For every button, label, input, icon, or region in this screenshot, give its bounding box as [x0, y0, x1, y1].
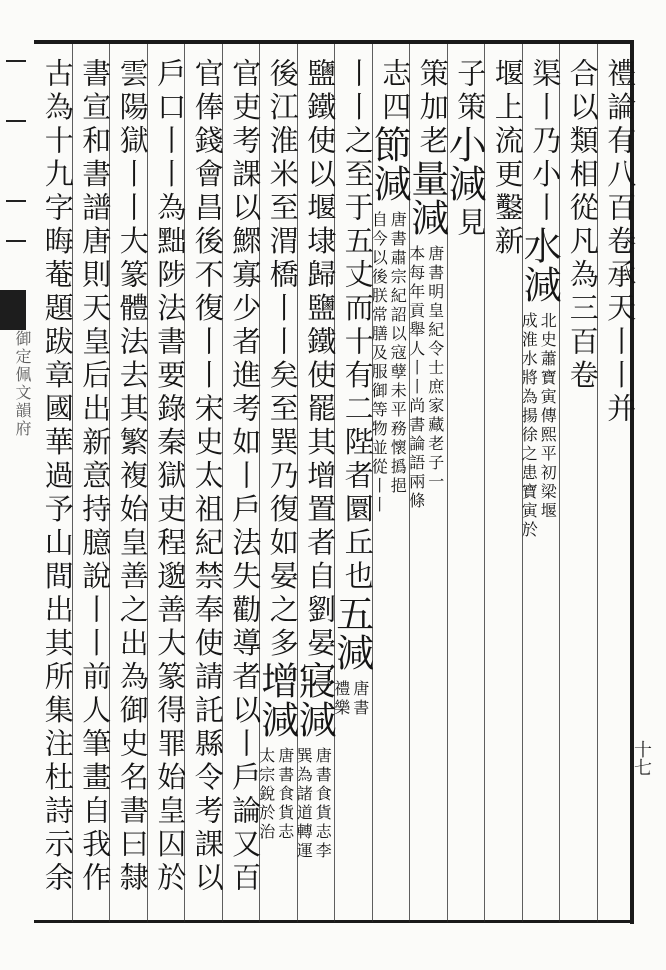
- entry-heading: 量減: [404, 158, 449, 237]
- note-line-left: 太宗銳於治: [256, 747, 276, 842]
- text-run: 策加老: [415, 58, 450, 159]
- entry-heading: 小減: [442, 125, 487, 203]
- text-column: [559, 58, 600, 918]
- text-run: 後江淮米至渭橋丨丨矣至巽乃復如晏之多: [265, 58, 300, 661]
- note-line-left: 禮樂: [331, 680, 351, 718]
- entry-heading: 水減: [517, 225, 562, 304]
- note-line-left: 本每年貢舉人丨丨尚書論語兩條: [406, 244, 426, 511]
- text-run: 官吏考課以鰥寡少者進考如丨戶法失勸導者以丨戶論又百: [228, 58, 263, 896]
- text-run: 志四: [378, 58, 413, 125]
- entry-heading: 增減: [254, 661, 299, 739]
- text-column: [109, 58, 150, 918]
- margin-text: 御定佩文韻府: [13, 330, 32, 438]
- text-run: 書宣和書譜唐則天皇后出新意持臆說丨丨前人筆畫自我作: [78, 58, 113, 896]
- text-run: 渠丨乃小丨: [528, 58, 563, 226]
- note-line-left: 巽為諸道轉運: [294, 747, 314, 861]
- note-line-right: 唐書: [350, 680, 370, 718]
- text-column: [146, 58, 188, 918]
- note-line-right: 唐書明皇紀令士庶家藏老子一: [425, 244, 445, 492]
- text-column: [71, 58, 113, 918]
- text-run: 古為十九字晦菴題跋章國華過予山間出其所集注杜詩示余: [40, 58, 75, 896]
- text-run: 禮論有八百卷承天丨丨并: [603, 58, 638, 427]
- text-column: [367, 58, 413, 918]
- entry-heading: 寢減: [292, 661, 337, 739]
- text-column: [596, 58, 638, 918]
- text-run: 堰上流更鑿新: [490, 58, 525, 259]
- text-column: [254, 58, 300, 918]
- text-column: [184, 58, 225, 918]
- note-line-right: 唐書食貨志李: [313, 747, 333, 861]
- left-tick-mark: [6, 60, 26, 62]
- text-run: 丨丨之至于五丈而十有二陛者圜丘也: [340, 58, 375, 594]
- text-run: 戶口丨丨為黜陟法書要錄秦獄吏程邈善大篆得罪始皇囚於: [153, 58, 188, 896]
- text-column: [404, 58, 450, 918]
- entry-heading: 五減: [329, 594, 374, 672]
- entry-heading: 節減: [367, 125, 412, 203]
- text-column: [292, 58, 338, 918]
- note-line-left: 自今以後朕常膳及服御等物並從丨丨: [369, 211, 389, 515]
- note-line-right: 唐書肅宗紀詔以寇孽未平務懷撝挹: [388, 211, 408, 496]
- left-tick-mark: [6, 120, 26, 122]
- text-column: [517, 58, 563, 918]
- text-column: [329, 58, 375, 918]
- note-line-right: 唐書食貨志: [275, 747, 295, 842]
- left-tick-mark: [6, 240, 26, 242]
- note-line-left: 成淮水將為揚徐之患寶寅於: [519, 311, 539, 540]
- text-column: [442, 58, 488, 918]
- text-column: [221, 58, 263, 918]
- folio-number: 十七: [631, 740, 652, 776]
- note-line-right: 北史蕭寶寅傳熙平初梁堰: [538, 311, 558, 521]
- text-column: [484, 58, 525, 918]
- text-columns: [34, 58, 638, 918]
- text-run: 子策: [453, 58, 488, 125]
- text-column: [34, 58, 75, 918]
- text-run: 合以類相從凡為三百卷: [565, 58, 600, 393]
- text-run: 見: [453, 207, 488, 241]
- text-run: 鹽鐵使以堰埭歸鹽鐵使罷其增置者自劉晏: [303, 58, 338, 661]
- text-run: 雲陽獄丨丨大篆體法去其繁複始皇善之出為御史名書曰隸: [115, 58, 150, 896]
- left-tick-mark: [6, 200, 26, 202]
- margin-ink-block: [0, 290, 26, 330]
- text-run: 官俸錢會昌後不復丨丨宋史太祖紀禁奉使請託縣令考課以: [190, 58, 225, 896]
